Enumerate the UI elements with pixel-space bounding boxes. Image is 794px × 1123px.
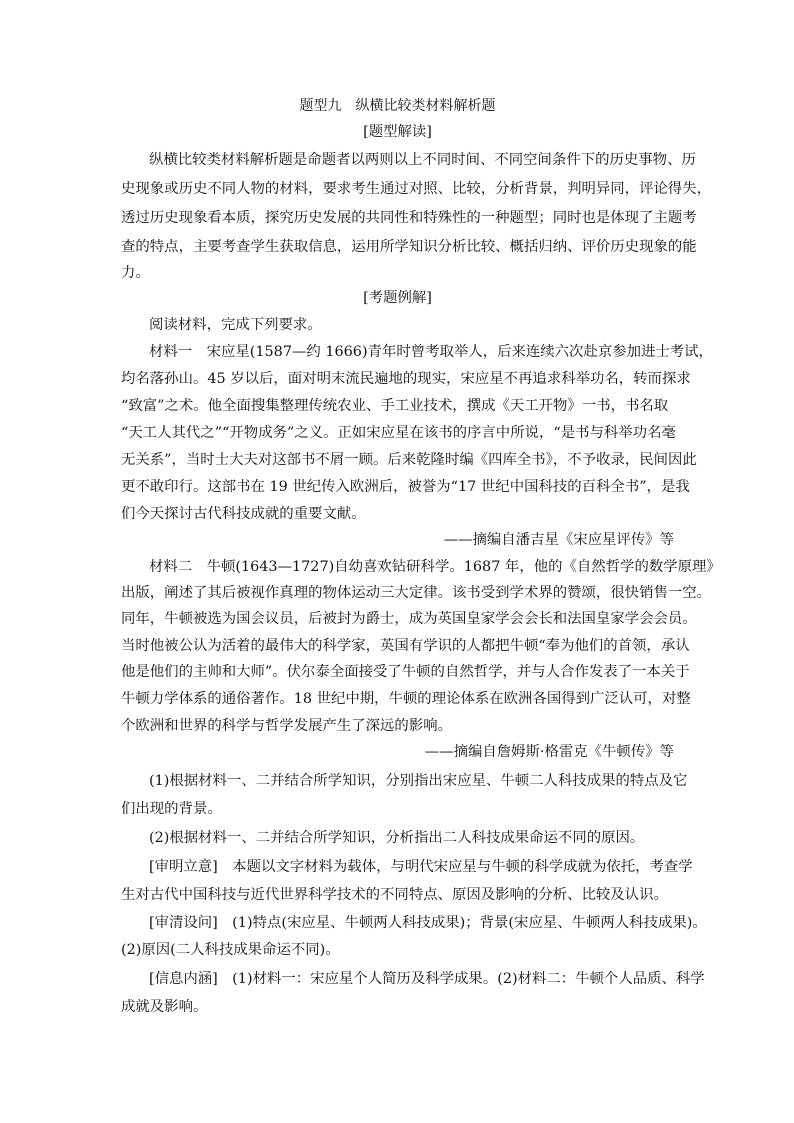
intro-line: 力。: [121, 265, 150, 281]
intro-line: 查的特点，主要考查学生获取信息，运用所学知识分析比较、概括归纳、评价历史现象的能: [121, 239, 697, 255]
analysis-intent-line: [审明立意] 本题以文字材料为载体，与明代宋应星与牛顿的科学成就为依托，考查学: [149, 859, 693, 875]
material-one-line: 均名落孙山。45 岁以后，面对明末流民遍地的现实，宋应星不再追求科举功名，转而探求: [121, 371, 691, 387]
analysis-info-line: 成就及影响。: [121, 999, 208, 1015]
material-two-line: 出版，阐述了其后被视作真理的物体运动三大定律。该书受到学术界的赞颂，很快销售一空。: [121, 585, 712, 601]
material-two-line: 材料二 牛顿(1643—1727)自幼喜欢钻研科学。1687 年，他的《自然哲学的数学原理》: [149, 559, 721, 575]
material-two-line: 同年，牛顿被选为国会议员，后被封为爵士，成为英国皇家学会会长和法国皇家学会会员。: [121, 611, 697, 627]
material-one-line: 们今天探讨古代科技成就的重要文献。: [121, 506, 366, 522]
material-two-line: 牛顿力学体系的通俗著作。18 世纪中期，牛顿的理论体系在欧洲各国得到广泛认可，对整: [121, 691, 691, 707]
question-two: (2)根据材料一、二并结合所学知识，分析指出二人科技成果命运不同的原因。: [149, 830, 645, 846]
section-heading-examples: [考题例解]: [363, 290, 432, 306]
analysis-info-line: [信息内涵] (1)材料一：宋应星个人简历及科学成果。(2)材料二：牛顿个人品质、科学: [149, 971, 705, 987]
question-one-line: (1)根据材料一、二并结合所学知识，分别指出宋应星、牛顿二人科技成果的特点及它: [149, 773, 688, 789]
material-one-line: “天工人其代之”“开物成务”之义。正如宋应星在该书的序言中所说，“是书与科举功名毫: [121, 425, 676, 441]
analysis-question-line: [审清设问] (1)特点(宋应星、牛顿两人科技成果)；背景(宋应星、牛顿两人科技成果)。: [149, 915, 707, 931]
page-title: 题型九 纵横比较类材料解析题: [299, 98, 496, 114]
question-one-line: 们出现的背景。: [121, 801, 222, 817]
analysis-question-line: (2)原因(二人科技成果命运不同)。: [121, 942, 340, 958]
material-two-line: 他是他们的主帅和大师”。伏尔泰全面接受了牛顿的自然哲学，并与人合作发表了一本关于: [121, 664, 690, 680]
intro-line: 透过历史现象看本质，探究历史发展的共同性和特殊性的一种题型；同时也是体现了主题考: [121, 210, 697, 226]
source-citation-one: ——摘编自潘吉星《宋应星评传》等: [443, 532, 674, 548]
intro-line: 纵横比较类材料解析题是命题者以两则以上不同时间、不同空间条件下的历史事物、历: [149, 152, 696, 168]
intro-line: 史现象或历史不同人物的材料，要求考生通过对照、比较，分析背景，判明异同，评论得失，: [121, 181, 712, 197]
instruction: 阅读材料，完成下列要求。: [149, 317, 322, 333]
material-one-line: 更不敢印行。这部书在 19 世纪传入欧洲后，被誉为“17 世纪中国科技的百科全书”，是我: [121, 479, 690, 495]
material-two-line: 当时他被公认为活着的最伟大的科学家，英国有学识的人都把牛顿“奉为他们的首领，承认: [121, 638, 690, 654]
material-one-line: 无关系”，当时士大夫对这部书不屑一顾。后来乾隆时编《四库全书》，不予收录，民间因此: [121, 452, 697, 468]
material-one-line: “致富”之术。他全面搜集整理传统农业、手工业技术，撰成《天工开物》一书，书名取: [121, 398, 669, 414]
source-citation-two: ——摘编自詹姆斯·格雷克《牛顿传》等: [424, 744, 674, 760]
material-one-line: 材料一 宋应星(1587—约 1666)青年时曾考取举人，后来连续六次赴京参加进士考试，: [149, 344, 713, 360]
analysis-intent-line: 生对古代中国科技与近代世界科学技术的不同特点、原因及影响的分析、比较及认识。: [121, 887, 668, 903]
section-heading-interpretation: [题型解读]: [363, 124, 432, 140]
material-two-line: 个欧洲和世界的科学与哲学发展产生了深远的影响。: [121, 718, 452, 734]
